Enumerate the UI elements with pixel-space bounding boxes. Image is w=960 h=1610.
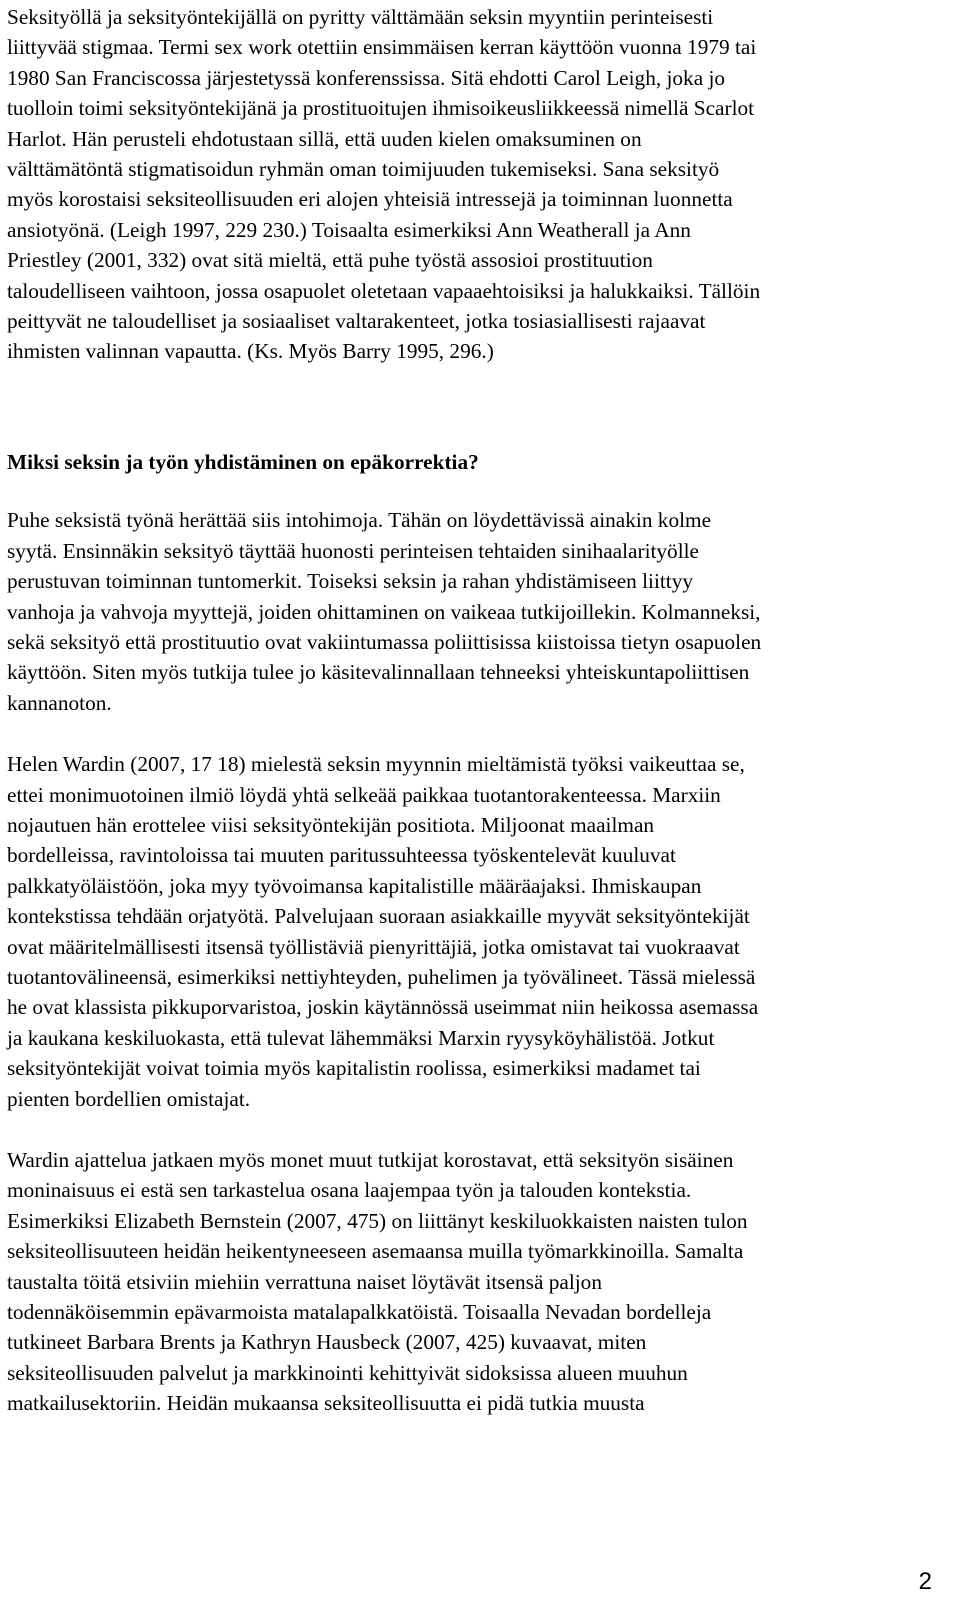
document-page xyxy=(7,2,947,1419)
spacer xyxy=(7,477,947,505)
paragraph-wardin: Helen Wardin (2007, 17 18) mielestä seksin myynnin mieltämistä työksi vaikeuttaa se, ettei monimuotoinen ilmiö löydä yhtä selkeää paikkaa tuotantorakenteessa. Marxiin nojautuen hän erottelee viisi seksityöntekijän positiota. Miljoonat maailman bordelleissa, ravintoloissa tai muuten paritussuhteessa työskentelevät kuuluvat palkkatyöläistöön, joka myy työvoimansa kapitalistille määräajaksi. Ihmiskaupan kontekstissa tehdään orjatyötä. Palvelujaan suoraan asiakkaille myyvät seksityöntekijät ovat määritelmällisesti itsensä työllistäviä pienyrittäjiä, jotka omistavat tai vuokraavat tuotantovälineensä, esimerkiksi nettiyhteyden, puhelimen ja työvälineet. Tässä mielessä he ovat klassista pikkuporvaristoa, joskin käytännössä useimmat niin heikossa asemassa ja kaukana keskiluokasta, että tulevat lähemmäksi Marxin ryysyköyhälistöä. Jotkut seksityöntekijät voivat toimia myös kapitalistin roolissa, esimerkiksi madamet tai pienten bordellien omistajat. xyxy=(7,752,759,1111)
paragraph-other-researchers: Wardin ajattelua jatkaen myös monet muut tutkijat korostavat, että seksityön sisäinen moninaisuus ei estä sen tarkastelua osana laajempaa työn ja talouden kontekstia. Esimerkiksi Elizabeth Bernstein (2007, 475) on liittänyt keskiluokkaisten naisten tulon seksiteollisuuteen heidän heikentyneeseen asemaansa muilla työmarkkinoilla. Samalta taustalta töitä etsiviin miehiin verrattuna naiset löytävät itsensä paljon todennäköisemmin epävarmoista matalapalkkatöistä. Toisaalla Nevadan bordelleja tutkineet Barbara Brents ja Kathryn Hausbeck (2007, 425) kuvaavat, miten seksiteollisuuden palvelut ja markkinointi kehittyivät sidoksissa alueen muuhun matkailusektoriin. Heidän mukaansa seksiteollisuutta ei pidä tutkia muusta xyxy=(7,1148,748,1416)
spacer xyxy=(7,367,947,447)
paragraph-reasons: Puhe seksistä työnä herättää siis intohimoja. Tähän on löydettävissä ainakin kolme syytä. Ensinnäkin seksityö täyttää huonosti perinteisen tehtaiden sinihaalarityölle perustuvan toiminnan tuntomerkit. Toiseksi seksin ja rahan yhdistämiseen liittyy vanhoja ja vahvoja myyttejä, joiden ohittaminen on vaikeaa tutkijoillekin. Kolmanneksi, sekä seksityö että prostituutio ovat vakiintumassa poliittisissa kiistoissa tietyn osapuolen käyttöön. Siten myös tutkija tulee jo käsitevalinnallaan tehneeksi yhteiskuntapoliittisen kannanoton. xyxy=(7,508,762,715)
spacer xyxy=(7,718,947,749)
section-heading: Miksi seksin ja työn yhdistäminen on epäkorrektia? xyxy=(7,449,479,474)
paragraph-intro: Seksityöllä ja seksityöntekijällä on pyritty välttämään seksin myyntiin perinteisesti liittyvää stigmaa. Termi sex work otettiin ensimmäisen kerran käyttöön vuonna 1979 tai 1980 San Franciscossa järjestetyssä konferenssissa. Sitä ehdotti Carol Leigh, joka jo tuolloin toimi seksityöntekijänä ja prostituoitujen ihmisoikeusliikkeessä nimellä Scarlot Harlot. Hän perusteli ehdotustaan sillä, että uuden kielen omaksuminen on välttämätöntä stigmatisoidun ryhmän oman toimijuuden tukemiseksi. Sana seksityö myös korostaisi seksiteollisuuden eri alojen yhteisiä intressejä ja toiminnan luonnetta ansiotyönä. (Leigh 1997, 229 230.) Toisaalta esimerkiksi Ann Weatherall ja Ann Priestley (2001, 332) ovat sitä mieltä, että puhe työstä assosioi prostituution taloudelliseen vaihtoon, jossa osapuolet oletetaan vapaaehtoisiksi ja halukkaiksi. Tällöin peittyvät ne taloudelliset ja sosiaaliset valtarakenteet, jotka tosiasiallisesti rajaavat ihmisten valinnan vapautta. (Ks. Myös Barry 1995, 296.) xyxy=(7,5,761,364)
page-number: 2 xyxy=(918,1568,932,1595)
spacer xyxy=(7,1114,947,1145)
